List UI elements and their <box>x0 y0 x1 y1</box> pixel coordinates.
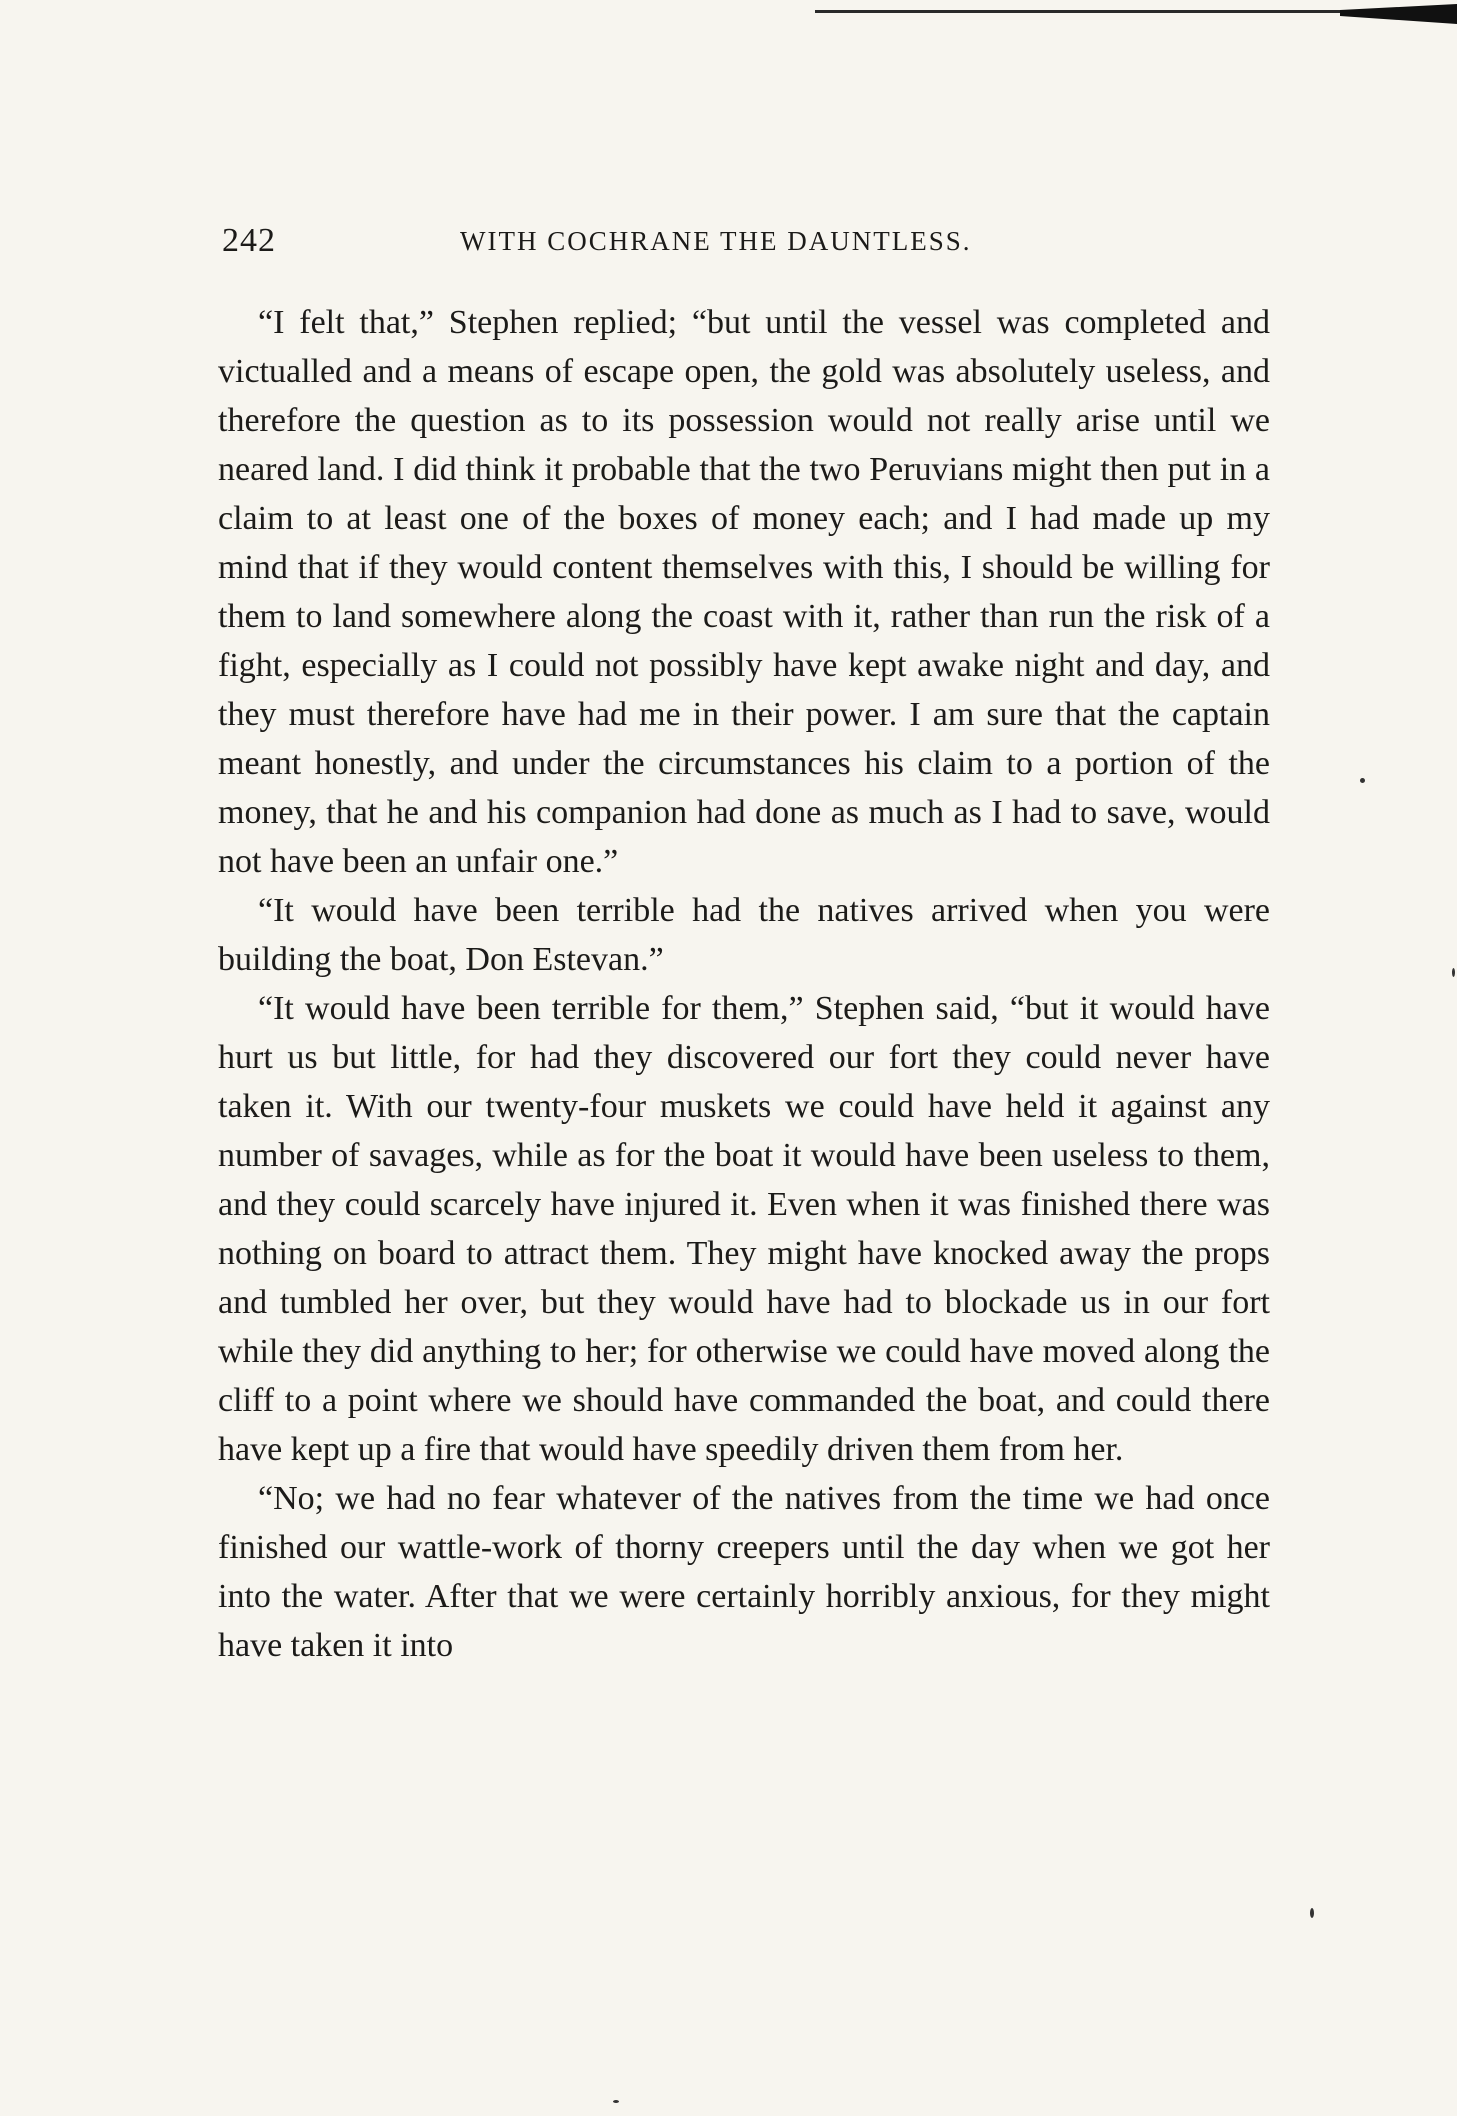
margin-speck <box>1452 968 1455 977</box>
paragraph-1: “I felt that,” Stephen replied; “but until the vessel was completed and victualled and a means of escape open, the gold was absolutely useless, and therefore the question as to its possession would not really arise until we neared land. I did think it probable that the two Peruvians might then put in a claim to at least one of the boxes of money each; and I had made up my mind that if they would content themselves with this, I should be willing for them to land somewhere along the coast with it, rather than run the risk of a fight, especially as I could not possibly have kept awake night and day, and they must therefore have had me in their power. I am sure that the captain meant honestly, and under the circumstances his claim to a portion of the money, that he and his companion had done as much as I had to save, would not have been an unfair one.” <box>218 304 1270 880</box>
top-edge-ink-mark <box>1340 4 1457 24</box>
body-text <box>218 298 1270 1670</box>
paragraph-4: “No; we had no fear whatever of the natives from the time we had once finished our wattle-work of thorny creepers until the day when we got her into the water. After that we were certainly horribly anxious, for they might have taken it into <box>218 1480 1270 1664</box>
running-title: WITH COCHRANE THE DAUNTLESS. <box>460 226 972 256</box>
margin-speck <box>1310 1908 1314 1918</box>
paragraph-2: “It would have been terrible had the natives arrived when you were building the boat, Don Estevan.” <box>218 892 1270 978</box>
margin-speck <box>613 2100 619 2103</box>
paragraph-3: “It would have been terrible for them,” Stephen said, “but it would have hurt us but little, for had they discovered our fort they could never have taken it. With our twenty-four muskets we could have held it against any number of savages, while as for the boat it would have been useless to them, and they could scarcely have injured it. Even when it was finished there was nothing on board to attract them. They might have knocked away the props and tumbled her over, but they would have had to blockade us in our fort while they did anything to her; for otherwise we could have moved along the cliff to a point where we should have commanded the boat, and could there have kept up a fire that would have speedily driven them from her. <box>218 990 1270 1468</box>
page-number: 242 <box>222 222 276 259</box>
page-header <box>222 222 1272 270</box>
margin-speck <box>1360 778 1365 783</box>
